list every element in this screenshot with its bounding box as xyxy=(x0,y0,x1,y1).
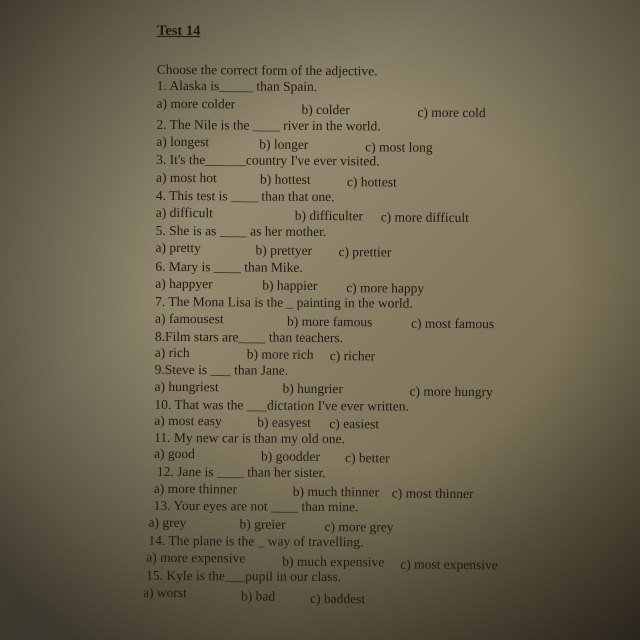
q12-option-b: b) much thinner xyxy=(292,483,380,500)
q7-option-c: c) most famous xyxy=(410,315,495,332)
q10-option-c: c) easiest xyxy=(329,416,380,432)
q1-option-b: b) colder xyxy=(301,101,350,118)
q5-option-a: a) pretty xyxy=(155,239,201,256)
q14-option-b: b) much expensive xyxy=(282,553,385,570)
q12-option-c: c) most thinner xyxy=(391,485,474,502)
q9-option-c: c) more hungry xyxy=(409,383,493,400)
q2-option-a: a) longest xyxy=(156,133,210,150)
question-14: 14. The plane is the _ way of travelling. xyxy=(148,532,364,550)
question-3: 3. It's the______country I've ever visited. xyxy=(156,151,380,169)
q6-option-c: c) more happy xyxy=(346,280,425,296)
q5-option-b: b) prettyer xyxy=(255,242,313,258)
q13-option-c: c) more grey xyxy=(324,519,394,535)
q6-option-b: b) happier xyxy=(262,277,318,293)
question-4: 4. This test is ____ than that one. xyxy=(155,187,335,205)
question-15: 15. Kyle is the___pupil in our class. xyxy=(146,567,342,585)
q13-option-b: b) greier xyxy=(239,516,286,532)
question-10: 10. That was the ___dictation I've ever written. xyxy=(154,396,409,414)
q10-option-a: a) most easy xyxy=(154,412,222,429)
instruction: Choose the correct form of the adjective. xyxy=(156,61,378,79)
q11-option-b: b) goodder xyxy=(260,448,320,465)
q11-option-c: c) better xyxy=(344,450,390,466)
q8-option-a: a) rich xyxy=(154,344,190,361)
q1-option-a: a) more colder xyxy=(156,95,236,112)
q3-option-a: a) most hot xyxy=(155,169,217,186)
q4-option-a: a) difficult xyxy=(155,204,213,221)
q12-option-a: a) more thinner xyxy=(153,480,238,497)
q2-option-c: c) most long xyxy=(365,139,433,155)
question-7: 7. The Mona Lisa is the _ painting in the world. xyxy=(155,293,413,311)
q4-option-c: c) more difficult xyxy=(380,209,469,226)
q7-option-a: a) famousest xyxy=(154,310,224,327)
q15-option-a: a) worst xyxy=(143,584,188,601)
test-title: Test 14 xyxy=(156,22,201,40)
question-13: 13. Your eyes are not ____ than mine. xyxy=(153,497,359,515)
q1-option-c: c) more cold xyxy=(417,104,486,121)
q6-option-a: a) happyer xyxy=(155,275,213,292)
q7-option-b: b) more famous xyxy=(286,313,373,330)
q3-option-b: b) hottest xyxy=(259,171,311,187)
question-11: 11. My new car is than my old one. xyxy=(154,429,345,447)
q15-option-c: c) baddest xyxy=(310,590,366,607)
question-6: 6. Mary is ____ than Mike. xyxy=(155,258,303,275)
question-12: 12. Jane is ____ than her sister. xyxy=(156,463,326,481)
q9-option-b: b) hungrier xyxy=(282,380,343,397)
q2-option-b: b) longer xyxy=(259,136,309,152)
q10-option-b: b) easyest xyxy=(257,414,311,430)
q8-option-b: b) more rich xyxy=(246,346,314,362)
q14-option-a: a) more expensive xyxy=(146,549,246,566)
question-8: 8.Film stars are____ than teachers. xyxy=(154,328,344,346)
q15-option-b: b) bad xyxy=(241,588,276,604)
q5-option-c: c) prettier xyxy=(338,244,392,260)
q3-option-c: c) hottest xyxy=(346,174,397,190)
question-1: 1. Alaska is_____ than Spain. xyxy=(156,77,318,94)
q4-option-b: b) difficulter xyxy=(294,207,364,224)
q11-option-a: a) good xyxy=(154,445,195,462)
q8-option-c: c) richer xyxy=(329,348,376,364)
q14-option-c: c) most expensive xyxy=(400,556,498,573)
q13-option-a: a) grey xyxy=(148,514,187,531)
q9-option-a: a) hungriest xyxy=(154,378,219,395)
question-2: 2. The Nile is the ____ river in the world. xyxy=(156,116,381,134)
question-5: 5. She is as ____ as her mother. xyxy=(155,222,327,240)
question-9: 9.Steve is ___ than Jane. xyxy=(154,361,289,378)
